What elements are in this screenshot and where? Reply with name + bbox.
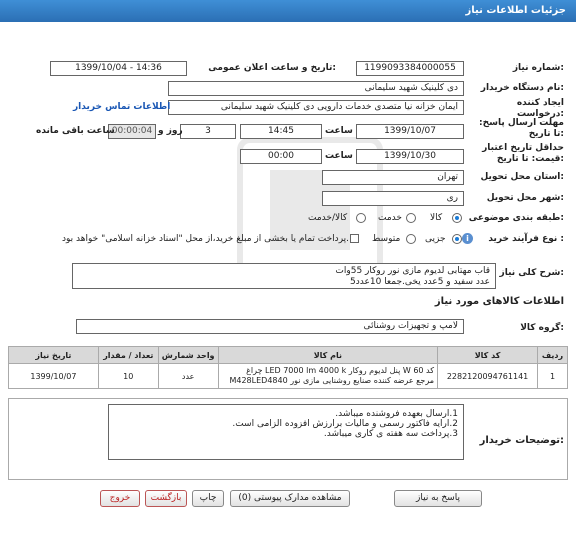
process-option-medium: متوسط: [372, 234, 401, 244]
table-header-row: [9, 347, 568, 364]
cell-need-date: 1399/10/07: [9, 364, 99, 389]
remaining-time-field: 00:00:04: [108, 124, 156, 139]
reply-deadline-days: 3: [180, 124, 236, 139]
reply-button[interactable]: پاسخ به نیاز: [394, 490, 482, 507]
need-number-label: شماره نیاز:: [512, 63, 564, 73]
delivery-city-label: شهر محل تحویل:: [486, 193, 564, 203]
page-header: [0, 0, 576, 22]
price-validity-date: 1399/10/30: [356, 149, 464, 164]
goods-name-line-1: چراغ LED 7000 lm 4000 k پنل لدیوم روکار W 60 کد: [246, 366, 435, 375]
buyer-org-label: نام دستگاه خریدار:: [480, 83, 564, 93]
goods-table: [8, 346, 568, 389]
category-radio-goods[interactable]: [452, 213, 462, 223]
delivery-province-field: تهران: [322, 170, 464, 185]
buyer-contact-link[interactable]: اطلاعات تماس خریدار: [73, 102, 171, 112]
delivery-province-label: استان محل تحویل:: [480, 172, 564, 182]
category-option-goods: کالا: [430, 213, 443, 223]
announce-datetime-label: تاریخ و ساعت اعلان عمومی:: [208, 63, 336, 73]
cell-goods-name: [218, 364, 437, 389]
summary-line-2: 5عدد سفید و 5عدد یخی.جمعا 10عدد: [350, 277, 490, 287]
exit-button[interactable]: خروج: [100, 490, 140, 507]
remaining-time-label: ساعت باقی مانده: [36, 126, 115, 136]
goods-group-label: گروه کالا:: [520, 323, 564, 333]
process-radio-minor[interactable]: [452, 234, 462, 244]
goods-group-field: لامپ و تجهیزات روشنائی: [76, 319, 464, 334]
process-type-label: نوع فرآیند خرید :: [488, 234, 564, 244]
header-row-number: ردیف: [538, 347, 568, 364]
back-button[interactable]: بازگشت: [145, 490, 187, 507]
price-validity-label: حداقل تاریخ اعتبار قیمت: تا تاریخ:: [482, 143, 564, 164]
category-label: طبقه بندی موضوعی:: [468, 213, 564, 223]
category-option-service: خدمت: [378, 213, 402, 223]
cell-qty: 10: [98, 364, 158, 389]
table-row: [9, 364, 568, 389]
summary-box: [72, 263, 496, 289]
goods-info-title: اطلاعات کالاهای مورد نیاز: [434, 296, 564, 307]
treasury-payment-checkbox[interactable]: [350, 234, 359, 243]
cell-unit: عدد: [158, 364, 218, 389]
days-label: روز و: [158, 126, 183, 136]
reply-deadline-time: 14:45: [240, 124, 322, 139]
need-number-field: 1199093384000055: [356, 61, 464, 76]
category-radio-service[interactable]: [406, 213, 416, 223]
creator-field: ایمان خزانه نیا متصدی خدمات دارویی دی کلینیک شهید سلیمانی: [168, 100, 464, 115]
announce-datetime-field: 1399/10/04 - 14:36: [50, 61, 187, 76]
summary-label: شرح کلی نیاز:: [499, 268, 564, 278]
price-validity-time: 00:00: [240, 149, 322, 164]
treasury-payment-note: پرداخت تمام یا بخشی از مبلغ خرید،از محل "اسناد خزانه اسلامی" خواهد بود.: [62, 234, 350, 244]
header-need-date: تاریخ نیاز: [9, 347, 99, 364]
info-icon[interactable]: i: [462, 233, 473, 244]
header-goods-code: کد کالا: [438, 347, 538, 364]
creator-label: ایجاد کننده درخواست:: [516, 98, 564, 119]
price-validity-time-label: ساعت: [325, 151, 353, 161]
header-qty: تعداد / مقدار: [98, 347, 158, 364]
buyer-notes-label: توضیحات خریدار:: [479, 435, 564, 446]
goods-name-line-2: M428LED4840 مرجع عرضه کننده صنایع روشنایی مازی نور: [229, 376, 435, 385]
delivery-city-field: ری: [322, 191, 464, 206]
header-unit: واحد شمارش: [158, 347, 218, 364]
cell-row-number: 1: [538, 364, 568, 389]
category-radio-goods-service[interactable]: [356, 213, 366, 223]
view-attachments-button[interactable]: مشاهده مدارک پیوستی (0): [230, 490, 350, 507]
buyer-org-field: دی کلینیک شهید سلیمانی: [168, 81, 464, 96]
reply-deadline-label: مهلت ارسال پاسخ: تا تاریخ:: [479, 118, 564, 139]
print-button[interactable]: چاپ: [192, 490, 224, 507]
header-goods-name: نام کالا: [218, 347, 437, 364]
cell-goods-code: 2282120094761141: [438, 364, 538, 389]
process-option-minor: جزیی: [425, 234, 446, 244]
category-option-goods-service: کالا/خدمت: [308, 213, 348, 223]
summary-line-1: قاب مهتابی لدیوم مازی نور روکار 55وات: [335, 266, 490, 276]
page-title: جزئیات اطلاعات نیاز: [465, 5, 566, 16]
reply-deadline-date: 1399/10/07: [356, 124, 464, 139]
reply-deadline-time-label: ساعت: [325, 126, 353, 136]
buyer-notes-text: 1.ارسال بعهده فروشنده میباشد. 2.ارایه فاکتور رسمی و مالیات برارزش افزوده الزامی است. 3.پرداخت سه هفته ی کاری میباشد.: [108, 404, 464, 460]
process-radio-medium[interactable]: [406, 234, 416, 244]
